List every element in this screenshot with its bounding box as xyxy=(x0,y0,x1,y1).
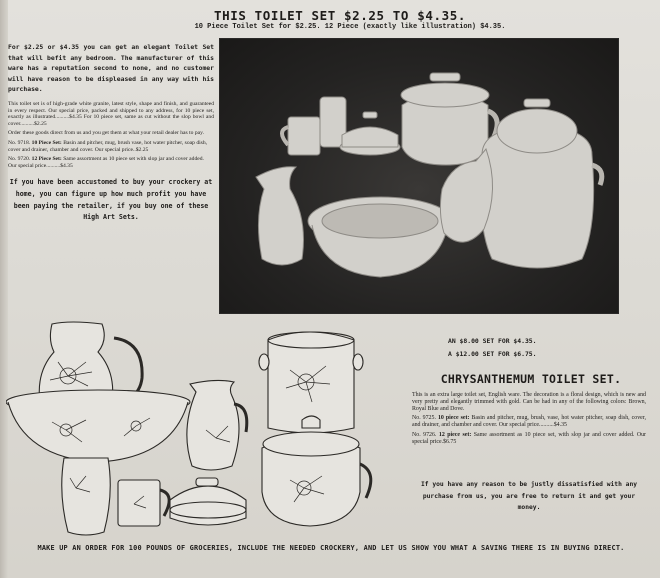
toilet-set-photo-drawing xyxy=(220,39,620,315)
photo-mug xyxy=(282,117,320,155)
description-paragraph: This toilet set is of high-grade white granite, latest style, shape and finish, and guaranteed in every respect. Our special price, packed and shipped to any address, for 10 piece set, exactly as illustrated..........$4.35 For 10 piece set, same as cut without the slop bowl and cover..........$2.25 xyxy=(8,100,214,127)
engraved-brush-vase xyxy=(62,458,111,535)
item-9726-name: 12 piece set: xyxy=(438,431,472,438)
item-9720-name: 12 Piece Set: xyxy=(31,156,62,163)
item-9718-number: No. 9718. xyxy=(8,139,31,146)
left-text-column xyxy=(8,42,214,224)
item-9718-name: 10 Piece Set: xyxy=(31,139,62,146)
item-9720-text: Same assortment as 10 piece set with slop jar and cover added. Our special price..........$4.35 xyxy=(8,156,204,169)
guarantee-notice: If you have any reason to be justly dissatisfied with any purchase from us, you are free to return it and get your money. xyxy=(420,481,638,512)
intro-paragraph: For $2.25 or $4.35 you can get an elegant Toilet Set that will befit any bedroom. The manufacturer of this ware has a reputation second to none, and no customer will have reason to be displeased in any way with his purchase. xyxy=(8,43,214,94)
chrysanthemum-body: This is an extra large toilet set, English ware. The decoration is a floral design, which is new and very pretty and elegantly trimmed with gold. Can be had in any of the following colors: Brown, Royal Blue and Dove. xyxy=(412,392,646,412)
page-headline: THIS TOILET SET $2.25 TO $4.35. xyxy=(214,8,466,23)
chrysanthemum-set-engraving xyxy=(6,318,406,542)
footer-banner: MAKE UP AN ORDER FOR 100 POUNDS OF GROCERIES, INCLUDE THE NEEDED CROCKERY, AND LET US SHOW YOU WHAT A SAVING THERE IS IN BUYING DIRECT. xyxy=(37,544,625,552)
item-9720 xyxy=(8,156,214,169)
item-9718-text: Basin and pitcher, mug, brush vase, hot water pitcher, soap dish, cover and drainer, chamber and cover. Our special price..$2.25 xyxy=(8,139,208,153)
engraved-basin xyxy=(6,390,190,462)
order-note: Order these goods direct from us and you get them at what your retail dealer has to pay. xyxy=(8,130,204,137)
engraved-hot-water-pitcher xyxy=(187,380,247,470)
chrysanthemum-description xyxy=(412,392,646,446)
set-offer-item: A $12.00 SET FOR $6.75. xyxy=(448,350,537,358)
engraved-mug xyxy=(118,480,169,526)
engraved-soap-dish xyxy=(170,478,246,525)
item-9725-text: Basin and pitcher, mug, brush, vase, hot water pitcher, soap dish, cover, and drainer, and chamber and cover. Our special price..........$4.35 xyxy=(412,415,646,429)
set-offer-item: AN $8.00 SET FOR $4.35. xyxy=(448,337,537,345)
page-subhead: 10 Piece Toilet Set for $2.25. 12 Piece (exactly like illustration) $4.35. xyxy=(194,23,506,31)
chrysanthemum-title: CHRYSANTHEMUM TOILET SET. xyxy=(440,372,622,386)
item-9726-text: Same assortment as 10 piece set, with slop jar and cover added. Our special price.$6.75 xyxy=(412,431,646,445)
item-9725-number: No. 9725. xyxy=(412,415,436,422)
photo-soap-dish xyxy=(340,112,400,155)
photo-basin xyxy=(308,197,452,277)
chrysanthemum-set-engraving-drawing xyxy=(6,318,406,542)
item-9725-name: 10 piece set: xyxy=(437,415,470,422)
toilet-set-photo xyxy=(219,38,619,314)
crockery-paragraph: If you have been accustomed to buy your crockery at home, you can figure up how much profit you have been paying the retailer, if you buy one of these High Art Sets. xyxy=(9,178,213,222)
item-9718 xyxy=(8,140,214,153)
set-offers xyxy=(448,335,648,361)
item-9720-number: No. 9720. xyxy=(8,156,31,163)
engraved-chamber-pot xyxy=(262,416,371,526)
item-9725 xyxy=(412,415,646,429)
item-9726 xyxy=(412,432,646,446)
photo-hot-water-pitcher xyxy=(256,167,304,265)
item-9726-number: No. 9726. xyxy=(412,431,437,438)
